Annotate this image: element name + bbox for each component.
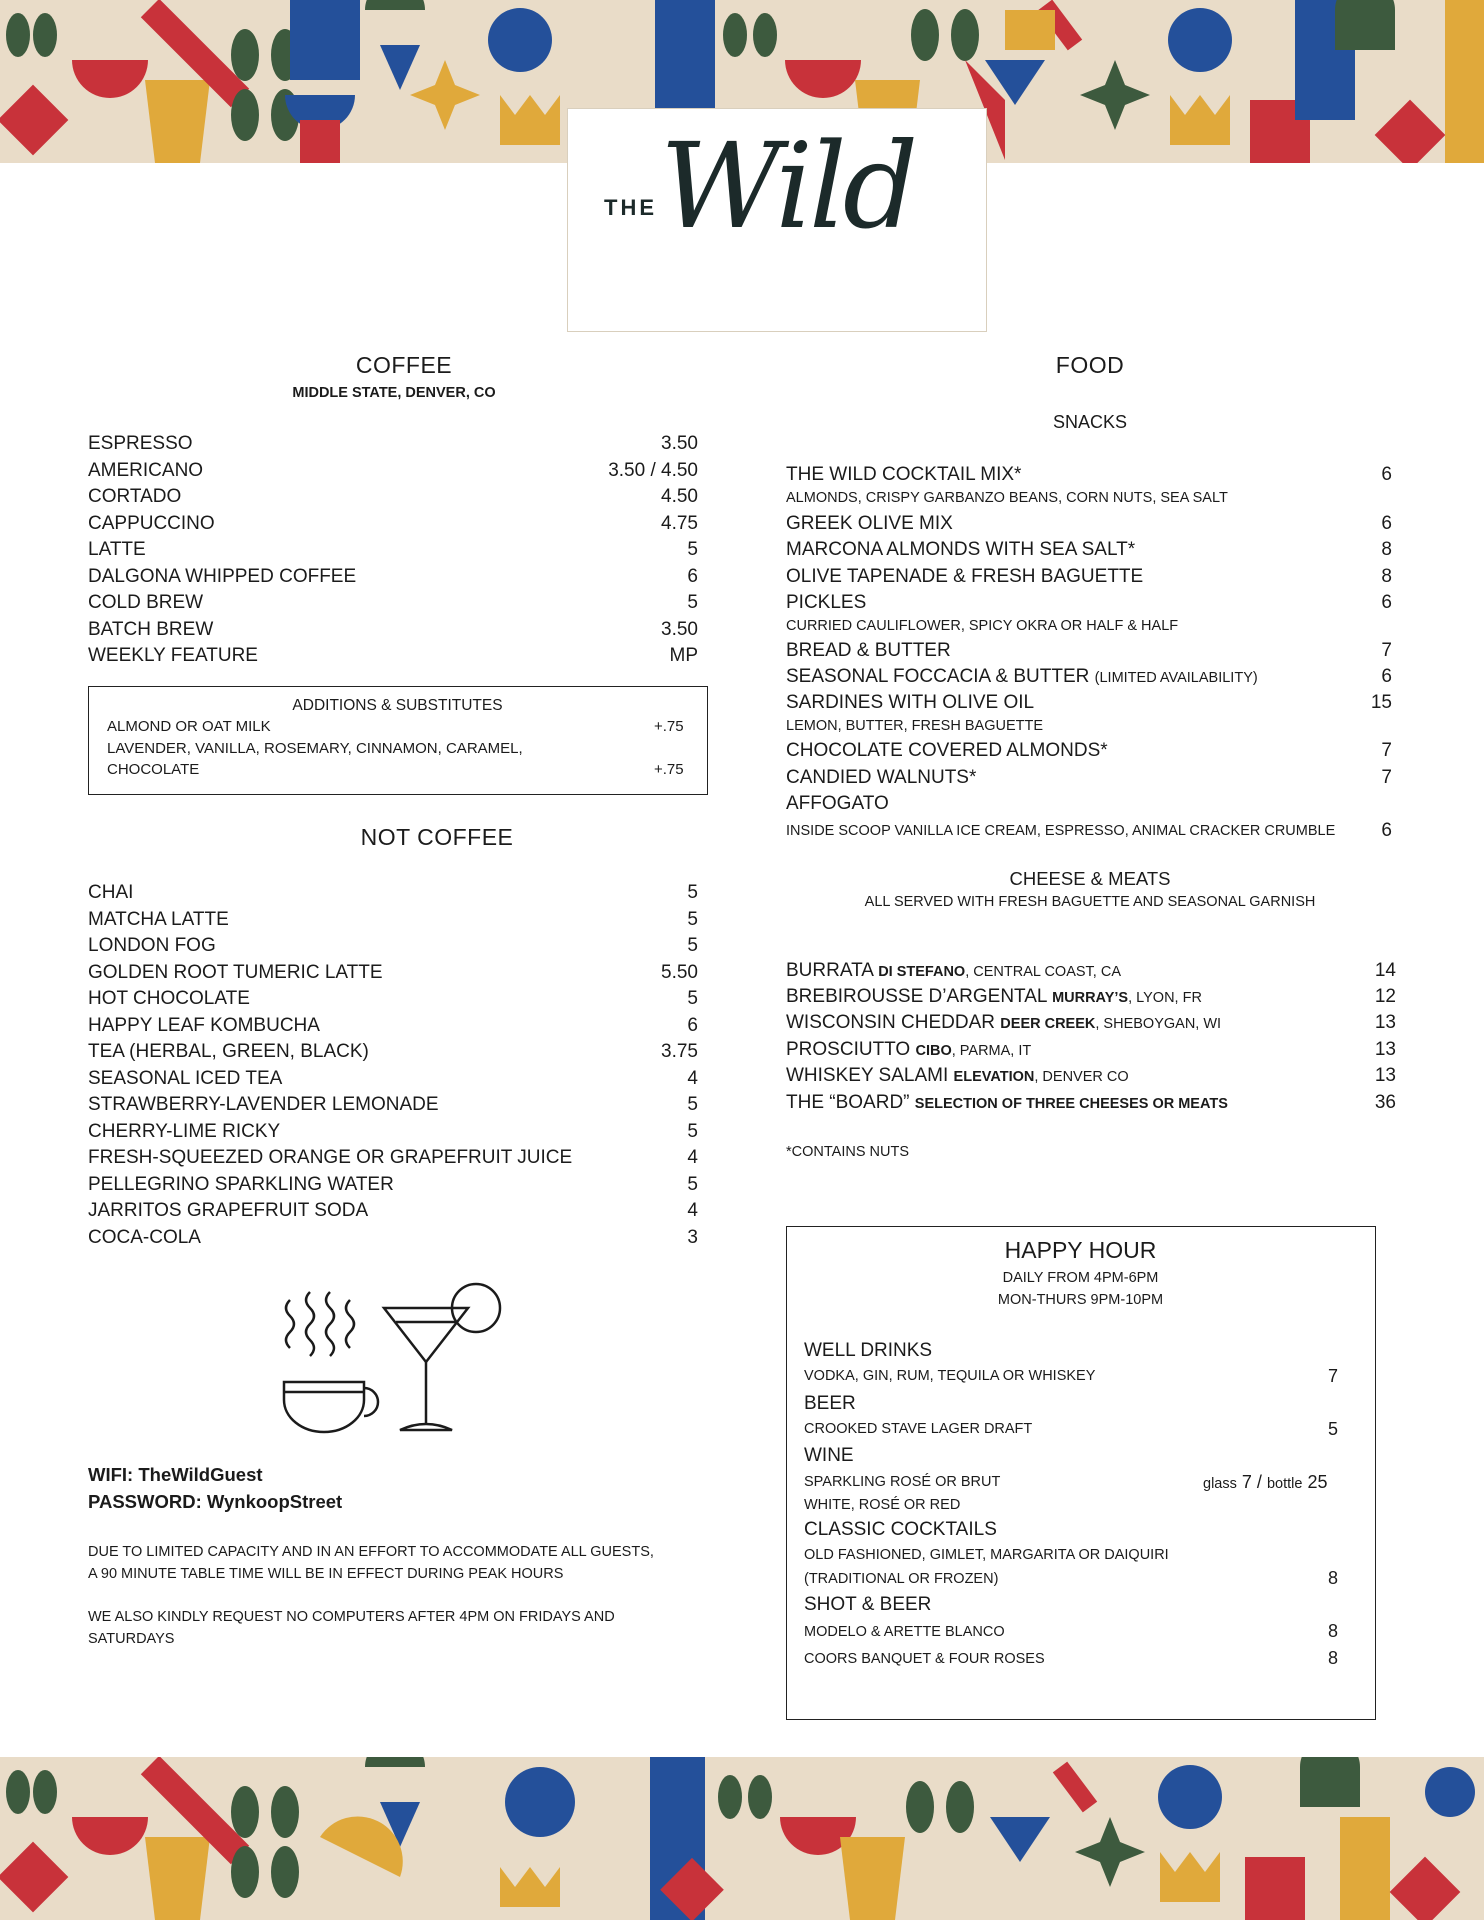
list-item: JARRITOS GRAPEFRUIT SODA <box>88 1200 369 1221</box>
bottom-pattern-banner <box>0 1757 1484 1920</box>
list-item: MARCONA ALMONDS WITH SEA SALT* <box>786 539 1136 560</box>
list-item <box>786 1039 1031 1061</box>
logo-the: THE <box>604 195 657 220</box>
bottle-price: 25 <box>1307 1472 1328 1492</box>
item-price: MP <box>669 645 698 666</box>
additions-price-milk: +.75 <box>654 718 684 735</box>
happy-hour-box <box>786 1226 1376 1720</box>
item-description: CURRIED CAULIFLOWER, SPICY OKRA OR HALF & HALF <box>786 618 1179 634</box>
item-price: 3.50 <box>661 433 698 454</box>
hh-well-desc: VODKA, GIN, RUM, TEQUILA OR WHISKEY <box>804 1368 1096 1384</box>
food-title: FOOD <box>1055 352 1125 378</box>
cheese-title: CHEESE & MEATS <box>1009 868 1171 889</box>
item-name: WHISKEY SALAMI <box>786 1065 949 1086</box>
list-item: COLD BREW <box>88 592 204 613</box>
list-item <box>786 986 1202 1008</box>
item-origin: , CENTRAL COAST, CA <box>965 964 1121 980</box>
item-name: WISCONSIN CHEDDAR <box>786 1012 996 1033</box>
item-name: SEASONAL FOCCACIA & BUTTER <box>786 666 1090 687</box>
item-maker: SELECTION OF THREE CHEESES OR MEATS <box>914 1096 1228 1112</box>
item-origin: , LYON, FR <box>1128 990 1202 1006</box>
list-item: THE WILD COCKTAIL MIX* <box>786 464 1022 485</box>
item-maker: ELEVATION <box>953 1069 1035 1085</box>
additions-title: ADDITIONS & SUBSTITUTES <box>292 697 503 714</box>
hh-well-price: 7 <box>1328 1366 1339 1386</box>
additions-line-milk: ALMOND OR OAT MILK <box>107 718 271 735</box>
list-item: BATCH BREW <box>88 619 214 640</box>
list-item: CHERRY-LIME RICKY <box>88 1121 281 1142</box>
list-item: COCA-COLA <box>88 1227 201 1248</box>
hh-cocktails-price: 8 <box>1328 1568 1339 1588</box>
logo-card <box>567 108 987 332</box>
hh-beer-desc: CROOKED STAVE LAGER DRAFT <box>804 1421 1033 1437</box>
coffee-cocktail-illustration <box>276 1280 506 1440</box>
logo-wild-script: Wild <box>660 117 915 255</box>
coffee-subtitle: MIDDLE STATE, DENVER, CO <box>292 385 496 401</box>
item-price: 6 <box>1381 820 1392 841</box>
list-item: AMERICANO <box>88 460 204 481</box>
list-item: STRAWBERRY-LAVENDER LEMONADE <box>88 1094 439 1115</box>
list-item: FRESH-SQUEEZED ORANGE OR GRAPEFRUIT JUICE <box>88 1147 573 1168</box>
item-origin: , SHEBOYGAN, WI <box>1095 1016 1222 1032</box>
item-price: 8 <box>1381 566 1392 587</box>
item-price: 8 <box>1381 539 1392 560</box>
list-item: TEA (HERBAL, GREEN, BLACK) <box>88 1041 369 1062</box>
list-item: WEEKLY FEATURE <box>88 645 258 666</box>
snacks-title: SNACKS <box>1052 412 1128 432</box>
item-price: 6 <box>1381 464 1392 485</box>
item-price: 7 <box>1381 740 1392 761</box>
list-item: HOT CHOCOLATE <box>88 988 250 1009</box>
hh-wine: WINE <box>804 1445 854 1466</box>
notice-capacity-line1: DUE TO LIMITED CAPACITY AND IN AN EFFORT TO ACCOMMODATE ALL GUESTS, <box>88 1544 654 1560</box>
price-separator: / <box>1256 1472 1262 1492</box>
hh-shot-price-1: 8 <box>1328 1621 1339 1641</box>
item-price: 4.75 <box>661 513 698 534</box>
item-description: ALMONDS, CRISPY GARBANZO BEANS, CORN NUTS, SEA SALT <box>786 490 1228 506</box>
item-origin: , DENVER CO <box>1034 1069 1129 1085</box>
hh-shot-price-2: 8 <box>1328 1648 1339 1668</box>
additions-box <box>88 686 708 795</box>
item-price: 6 <box>687 566 698 587</box>
wifi-network: WIFI: TheWildGuest <box>88 1464 263 1485</box>
happy-hour-time-late: MON-THURS 9PM-10PM <box>997 1292 1164 1308</box>
hh-shot-desc-2: COORS BANQUET & FOUR ROSES <box>804 1651 1045 1667</box>
hh-beer: BEER <box>804 1393 856 1414</box>
item-price: 5.50 <box>661 962 698 983</box>
list-item <box>786 960 1121 982</box>
list-item: PELLEGRINO SPARKLING WATER <box>88 1174 394 1195</box>
list-item <box>786 666 1258 688</box>
list-item <box>786 1065 1129 1087</box>
list-item: CANDIED WALNUTS* <box>786 767 977 788</box>
item-price: 6 <box>1381 592 1392 613</box>
hh-shot-and-beer: SHOT & BEER <box>804 1594 932 1615</box>
item-price: 5 <box>687 1121 698 1142</box>
list-item: OLIVE TAPENADE & FRESH BAGUETTE <box>786 566 1144 587</box>
hh-beer-price: 5 <box>1328 1419 1339 1439</box>
wifi-password: PASSWORD: WynkoopStreet <box>88 1491 343 1512</box>
hh-wine-still: WHITE, ROSÉ OR RED <box>804 1497 961 1513</box>
item-price: 3.75 <box>661 1041 698 1062</box>
item-price: 4.50 <box>661 486 698 507</box>
hh-classic-cocktails: CLASSIC COCKTAILS <box>804 1519 997 1540</box>
item-price: 6 <box>1381 666 1392 687</box>
item-note: (LIMITED AVAILABILITY) <box>1094 670 1258 686</box>
bottle-label: bottle <box>1266 1476 1303 1492</box>
item-origin: , PARMA, IT <box>951 1043 1032 1059</box>
list-item <box>786 1012 1221 1034</box>
hh-wine-sparkling: SPARKLING ROSÉ OR BRUT <box>804 1474 1001 1490</box>
item-price: 5 <box>687 935 698 956</box>
list-item: HAPPY LEAF KOMBUCHA <box>88 1015 320 1036</box>
item-price: 3.50 / 4.50 <box>608 460 698 481</box>
item-price: 5 <box>687 539 698 560</box>
hh-shot-desc-1: MODELO & ARETTE BLANCO <box>804 1624 1005 1640</box>
list-item: ESPRESSO <box>88 433 193 454</box>
item-price: 4 <box>687 1147 698 1168</box>
list-item: GREEK OLIVE MIX <box>786 513 953 534</box>
not-coffee-title: NOT COFFEE <box>360 824 514 850</box>
list-item: BREAD & BUTTER <box>786 640 951 661</box>
notice-capacity-line2: A 90 MINUTE TABLE TIME WILL BE IN EFFECT DURING PEAK HOURS <box>88 1566 564 1582</box>
additions-line-syrups: LAVENDER, VANILLA, ROSEMARY, CINNAMON, CARAMEL, <box>107 740 523 757</box>
item-price: 5 <box>687 988 698 1009</box>
item-description: LEMON, BUTTER, FRESH BAGUETTE <box>786 718 1043 734</box>
item-name: PROSCIUTTO <box>786 1039 911 1060</box>
coffee-cup-and-martini-icon <box>276 1280 506 1440</box>
hh-cocktails-desc-2: (TRADITIONAL OR FROZEN) <box>804 1571 999 1587</box>
list-item: GOLDEN ROOT TUMERIC LATTE <box>88 962 383 983</box>
geometric-pattern <box>0 1757 1484 1920</box>
item-price: 5 <box>687 909 698 930</box>
item-price: 4 <box>687 1200 698 1221</box>
item-price: 5 <box>687 1174 698 1195</box>
item-price: 13 <box>1374 1039 1396 1060</box>
item-price: 14 <box>1374 960 1396 981</box>
happy-hour-time-daily: DAILY FROM 4PM-6PM <box>1002 1270 1159 1286</box>
coffee-title: COFFEE <box>355 352 453 378</box>
item-description: INSIDE SCOOP VANILLA ICE CREAM, ESPRESSO, ANIMAL CRACKER CRUMBLE <box>786 823 1336 839</box>
list-item: CHOCOLATE COVERED ALMONDS* <box>786 740 1108 761</box>
item-maker: CIBO <box>915 1043 952 1059</box>
item-price: 6 <box>1381 513 1392 534</box>
item-name: THE “BOARD” <box>786 1092 910 1113</box>
item-price: 12 <box>1374 986 1396 1007</box>
list-item: SEASONAL ICED TEA <box>88 1068 283 1089</box>
item-price: 6 <box>687 1015 698 1036</box>
glass-price: 7 <box>1241 1472 1252 1492</box>
list-item: MATCHA LATTE <box>88 909 229 930</box>
glass-label: glass <box>1203 1476 1237 1492</box>
item-price: 15 <box>1370 692 1392 713</box>
item-price: 7 <box>1381 767 1392 788</box>
item-maker: DEER CREEK <box>1000 1016 1096 1032</box>
hh-well-drinks: WELL DRINKS <box>804 1340 933 1361</box>
contains-nuts-note: *CONTAINS NUTS <box>786 1144 909 1160</box>
item-name: BREBIROUSSE D’ARGENTAL <box>786 986 1047 1007</box>
item-maker: MURRAY’S <box>1052 990 1129 1006</box>
item-price: 7 <box>1381 640 1392 661</box>
list-item: PICKLES <box>786 592 867 613</box>
item-price: 5 <box>687 592 698 613</box>
notice-computers-line1: WE ALSO KINDLY REQUEST NO COMPUTERS AFTER 4PM ON FRIDAYS AND <box>88 1609 615 1625</box>
item-price: 13 <box>1374 1012 1396 1033</box>
list-item: SARDINES WITH OLIVE OIL <box>786 692 1035 713</box>
item-price: 3.50 <box>661 619 698 640</box>
notice-computers-line2: SATURDAYS <box>88 1631 175 1647</box>
additions-line-syrups-cont: CHOCOLATE <box>107 761 200 778</box>
hh-cocktails-desc: OLD FASHIONED, GIMLET, MARGARITA OR DAIQUIRI <box>804 1547 1169 1563</box>
list-item: CORTADO <box>88 486 182 507</box>
list-item: CAPPUCCINO <box>88 513 215 534</box>
item-price: 5 <box>687 1094 698 1115</box>
item-price: 5 <box>687 882 698 903</box>
hh-wine-price <box>1203 1472 1327 1493</box>
item-price: 3 <box>687 1227 698 1248</box>
list-item: CHAI <box>88 882 134 903</box>
list-item <box>786 1092 1228 1114</box>
list-item: LATTE <box>88 539 146 560</box>
additions-price-syrups: +.75 <box>654 761 684 778</box>
item-price: 36 <box>1374 1092 1396 1113</box>
cheese-subtitle: ALL SERVED WITH FRESH BAGUETTE AND SEASONAL GARNISH <box>864 894 1316 910</box>
list-item: LONDON FOG <box>88 935 216 956</box>
item-name: BURRATA <box>786 960 873 981</box>
list-item: AFFOGATO <box>786 793 889 814</box>
list-item: DALGONA WHIPPED COFFEE <box>88 566 357 587</box>
happy-hour-title: HAPPY HOUR <box>1004 1237 1157 1263</box>
item-maker: DI STEFANO <box>878 964 966 980</box>
item-price: 4 <box>687 1068 698 1089</box>
item-price: 13 <box>1374 1065 1396 1086</box>
